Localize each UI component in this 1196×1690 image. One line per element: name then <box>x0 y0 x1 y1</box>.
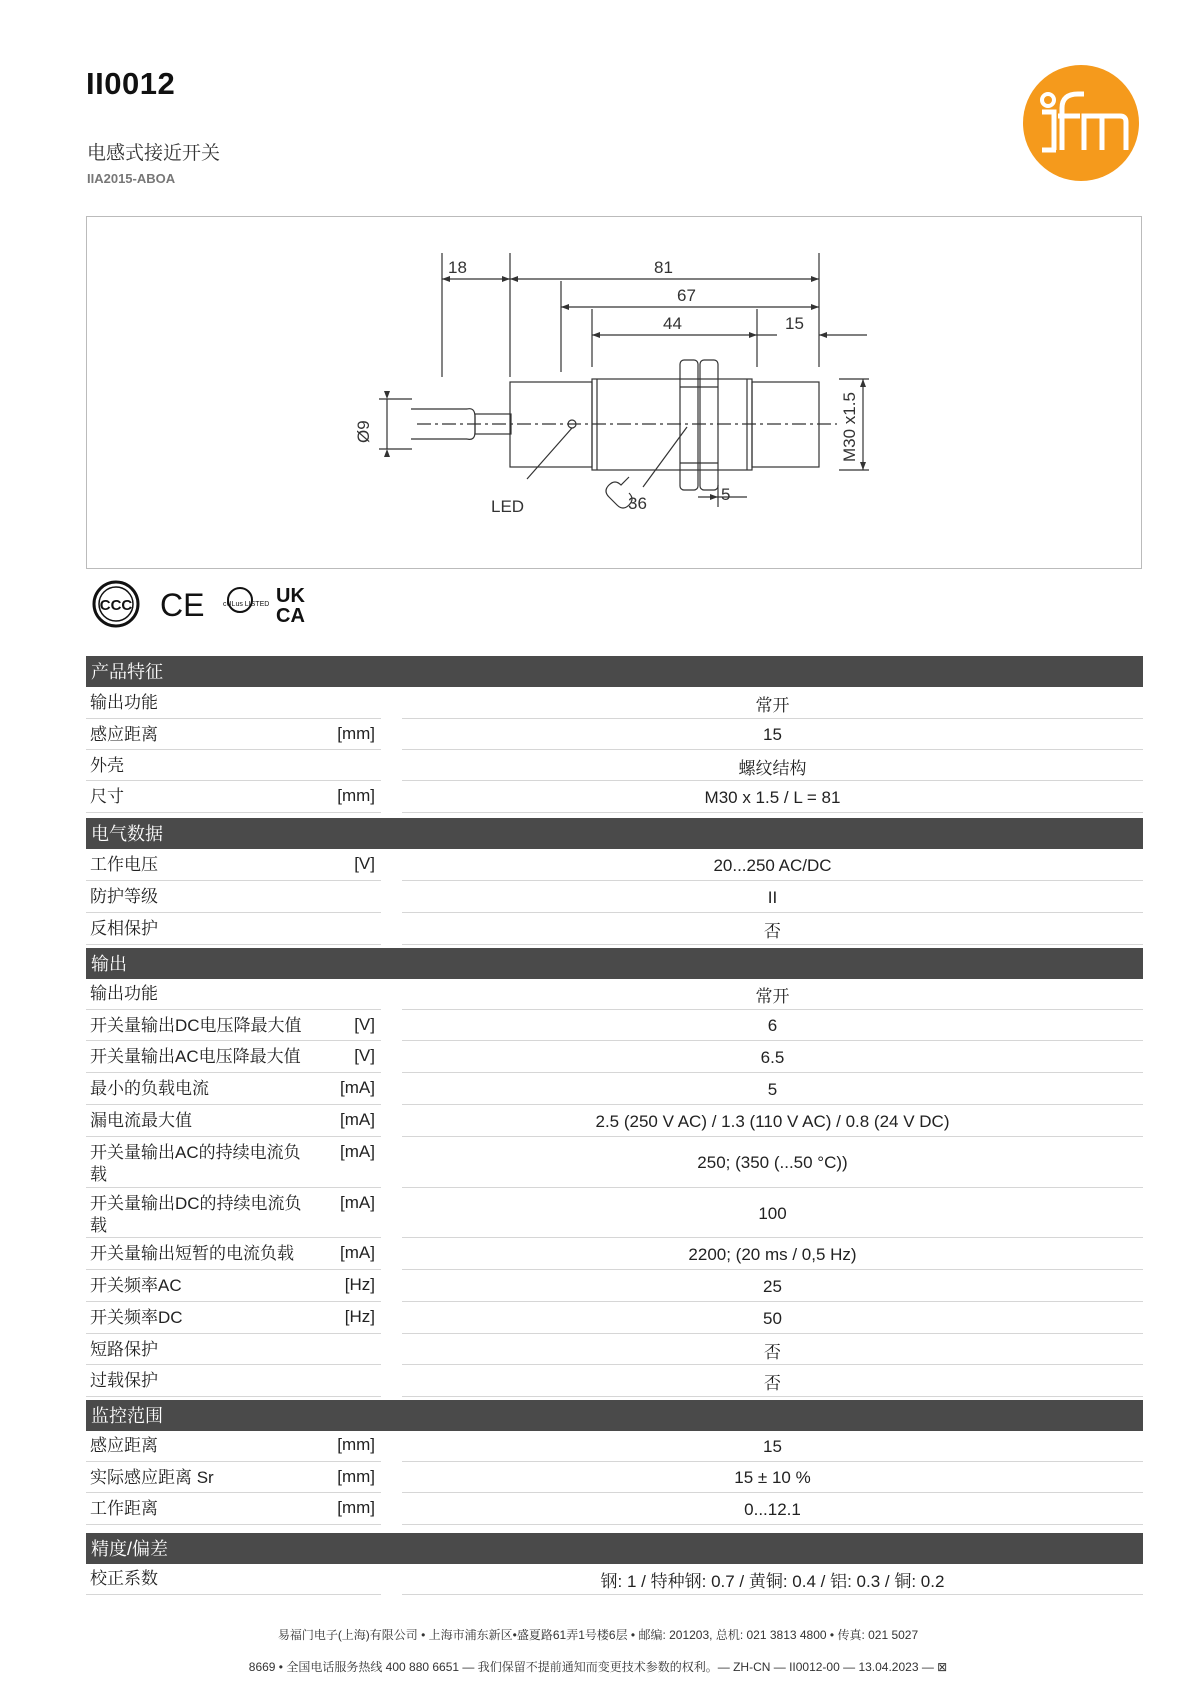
logo-text: ifm <box>1081 174 1083 175</box>
spec-label: 工作距离 <box>90 1499 158 1518</box>
spec-value: 2200; (20 ms / 0,5 Hz) <box>402 1240 1143 1270</box>
svg-text:CA: CA <box>276 605 305 627</box>
spec-label-cell <box>86 1464 381 1493</box>
spec-label-cell <box>86 1304 381 1334</box>
wrench-size: 36 <box>628 494 647 513</box>
spec-row <box>86 1043 1143 1075</box>
spec-value: 20...250 AC/DC <box>402 851 1143 881</box>
spec-label: 短路保护 <box>90 1340 158 1359</box>
spec-row <box>86 721 1143 752</box>
spec-unit: [V] <box>354 1046 375 1065</box>
spec-value: 螺纹结构 <box>402 752 1143 781</box>
spec-label-cell <box>86 883 381 913</box>
spec-unit: [V] <box>354 854 375 873</box>
spec-row <box>86 689 1143 721</box>
spec-value: 100 <box>402 1190 1143 1238</box>
spec-label-cell <box>86 689 381 719</box>
spec-label-cell <box>86 1012 381 1041</box>
led-label: LED <box>491 497 525 516</box>
section-header: 输出 <box>86 948 1143 979</box>
ukca-mark-icon <box>276 585 305 628</box>
spec-unit: [mm] <box>337 1435 375 1454</box>
spec-value: 6 <box>402 1012 1143 1041</box>
svg-text:UKCA: UKCA <box>276 627 279 628</box>
spec-label: 输出功能 <box>90 984 158 1003</box>
ul-listed-mark-icon <box>223 588 269 612</box>
spec-value: 6.5 <box>402 1043 1143 1073</box>
spec-value: 25 <box>402 1272 1143 1302</box>
spec-label: 工作电压 <box>90 855 158 874</box>
spec-row <box>86 1012 1143 1043</box>
spec-row <box>86 1367 1143 1399</box>
certification-marks <box>92 580 332 628</box>
spec-value: 15 ± 10 % <box>402 1464 1143 1493</box>
spec-row <box>86 1336 1143 1367</box>
spec-label-cell <box>86 721 381 750</box>
section-header: 电气数据 <box>86 818 1143 849</box>
spec-label: 开关量输出AC电压降最大值 <box>90 1047 301 1066</box>
dimension-drawing <box>86 216 1142 569</box>
spec-value: 否 <box>402 915 1143 945</box>
spec-label-cell <box>86 1367 381 1397</box>
spec-unit: [mA] <box>340 1110 375 1129</box>
spec-label: 防护等级 <box>90 887 158 906</box>
spec-label-cell <box>86 1240 381 1270</box>
section-header: 监控范围 <box>86 1400 1143 1431</box>
ce-mark-icon <box>160 587 204 623</box>
spec-unit: [V] <box>354 1015 375 1034</box>
spec-label: 开关频率AC <box>90 1276 182 1295</box>
spec-row <box>86 1432 1143 1464</box>
section-header: 产品特征 <box>86 656 1143 687</box>
spec-value: 常开 <box>402 980 1143 1010</box>
spec-unit: [mA] <box>340 1193 375 1212</box>
spec-row <box>86 1495 1143 1527</box>
dim-15: 15 <box>785 314 804 333</box>
dim-5: 5 <box>721 485 731 504</box>
spec-value: 15 <box>402 721 1143 750</box>
spec-label: 过载保护 <box>90 1371 158 1390</box>
spec-label: 实际感应距离 Sr <box>90 1468 214 1487</box>
spec-row <box>86 851 1143 883</box>
spec-value: II <box>402 883 1143 913</box>
spec-row <box>86 1304 1143 1336</box>
footer-legal: 8669 • 全国电话服务热线 400 880 6651 — 我们保留不提前通知而变更技术参数的权利。— ZH-CN — II0012-00 — 13.04.2023 — ⊠ <box>248 1660 948 1674</box>
spec-value: M30 x 1.5 / L = 81 <box>402 783 1143 813</box>
spec-label-cell <box>86 915 381 945</box>
product-code: IIA2015-ABOA <box>87 171 176 186</box>
spec-label-cell <box>86 752 381 781</box>
spec-label: 开关量输出DC的持续电流负载 <box>90 1194 302 1235</box>
spec-row <box>86 1190 1143 1240</box>
spec-row <box>86 1075 1143 1107</box>
product-subtitle: 电感式接近开关 <box>87 143 221 164</box>
svg-text:CE: CE <box>160 587 205 623</box>
spec-row <box>86 1272 1143 1304</box>
svg-text:UK: UK <box>276 585 305 607</box>
spec-row <box>86 1240 1143 1272</box>
spec-label: 开关量输出AC的持续电流负载 <box>90 1143 301 1184</box>
spec-label: 开关频率DC <box>90 1308 183 1327</box>
spec-value: 常开 <box>402 689 1143 719</box>
spec-value: 50 <box>402 1304 1143 1334</box>
product-title: II0012 <box>86 66 176 101</box>
spec-unit: [mA] <box>340 1142 375 1161</box>
spec-label-cell <box>86 1495 381 1525</box>
ifm-logo-icon <box>1022 64 1140 182</box>
spec-row <box>86 783 1143 815</box>
spec-label-cell <box>86 1432 381 1462</box>
svg-text:cULus LISTED: cULus LISTED <box>223 601 270 608</box>
spec-row <box>86 1139 1143 1190</box>
spec-unit: [mm] <box>337 786 375 805</box>
spec-label-cell <box>86 1107 381 1137</box>
dim-18: 18 <box>448 258 467 277</box>
spec-value: 15 <box>402 1432 1143 1462</box>
spec-label-cell <box>86 980 381 1010</box>
spec-label-cell <box>86 1190 381 1238</box>
spec-value: 否 <box>402 1336 1143 1365</box>
spec-row <box>86 915 1143 947</box>
spec-label-cell <box>86 1043 381 1073</box>
spec-label: 外壳 <box>90 756 124 775</box>
spec-unit: [Hz] <box>344 1307 375 1326</box>
svg-text:CCC: CCC <box>99 597 133 614</box>
spec-label: 感应距离 <box>90 725 158 744</box>
spec-label-cell <box>86 1565 381 1595</box>
spec-label: 漏电流最大值 <box>90 1111 192 1130</box>
spec-label-cell <box>86 851 381 881</box>
spec-value: 钢: 1 / 特种钢: 0.7 / 黄铜: 0.4 / 铝: 0.3 / 铜: 0.2 <box>402 1565 1143 1595</box>
spec-label: 开关量输出短暂的电流负载 <box>90 1244 294 1263</box>
section-header: 精度/偏差 <box>86 1533 1143 1564</box>
spec-label: 最小的负载电流 <box>90 1079 209 1098</box>
dim-diameter: Ø9 <box>354 420 373 443</box>
spec-row <box>86 980 1143 1012</box>
spec-label: 开关量输出DC电压降最大值 <box>90 1016 302 1035</box>
spec-row <box>86 1565 1143 1597</box>
spec-label: 感应距离 <box>90 1436 158 1455</box>
dim-thread: M30 x1.5 <box>840 392 859 462</box>
spec-value: 否 <box>402 1367 1143 1397</box>
spec-value: 2.5 (250 V AC) / 1.3 (110 V AC) / 0.8 (24 V DC) <box>402 1107 1143 1137</box>
spec-value: 250; (350 (...50 °C)) <box>402 1139 1143 1188</box>
spec-value: 5 <box>402 1075 1143 1105</box>
spec-unit: [mm] <box>337 1498 375 1517</box>
spec-label-cell <box>86 1139 381 1188</box>
spec-label: 反相保护 <box>90 919 158 938</box>
spec-label: 输出功能 <box>90 693 158 712</box>
spec-label-cell <box>86 783 381 813</box>
spec-label-cell <box>86 1336 381 1365</box>
ccc-mark-icon <box>94 582 138 626</box>
footer-address: 易福门电子(上海)有限公司 • 上海市浦东新区•盛夏路61弄1号楼6层 • 邮编: 201203, 总机: 021 3813 4800 • 传真: 021 5027 <box>277 1628 919 1642</box>
spec-row <box>86 883 1143 915</box>
spec-unit: [mA] <box>340 1243 375 1262</box>
dim-81: 81 <box>654 258 673 277</box>
spec-unit: [mm] <box>337 1467 375 1486</box>
spec-row <box>86 752 1143 783</box>
dim-44: 44 <box>663 314 682 333</box>
spec-label-cell <box>86 1272 381 1302</box>
dim-67: 67 <box>677 286 696 305</box>
spec-label: 校正系数 <box>90 1569 158 1588</box>
spec-label-cell <box>86 1075 381 1105</box>
spec-unit: [mm] <box>337 724 375 743</box>
spec-unit: [Hz] <box>344 1275 375 1294</box>
spec-row <box>86 1464 1143 1495</box>
spec-value: 0...12.1 <box>402 1495 1143 1525</box>
spec-row <box>86 1107 1143 1139</box>
spec-unit: [mA] <box>340 1078 375 1097</box>
spec-label: 尺寸 <box>90 787 124 806</box>
